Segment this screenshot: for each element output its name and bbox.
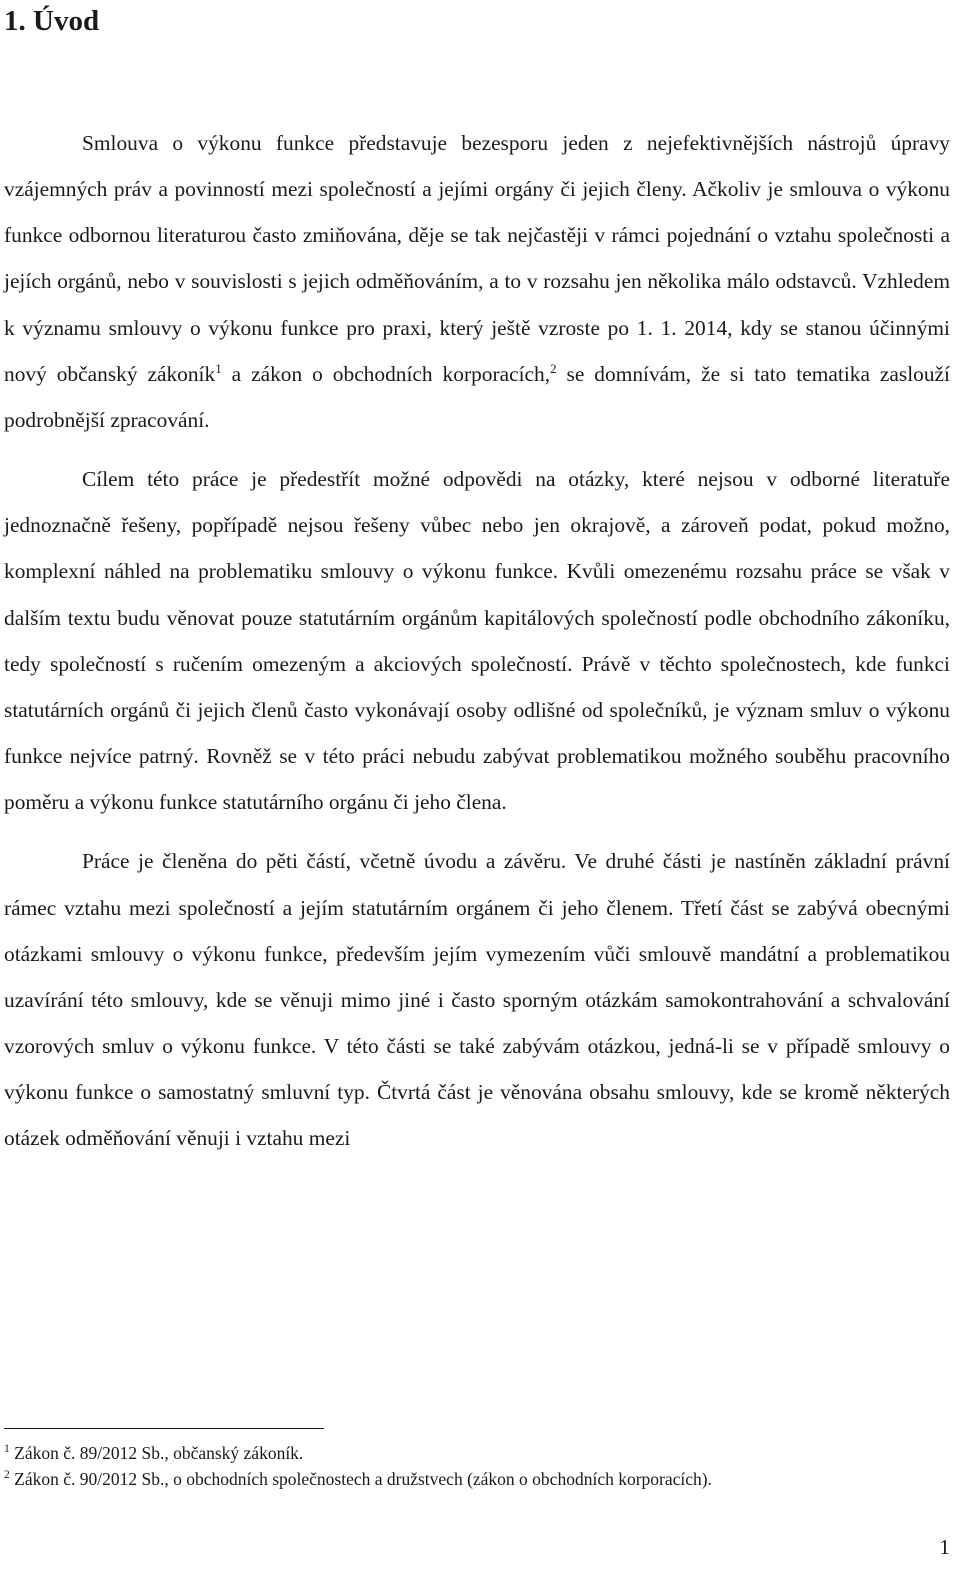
footnote-1 <box>4 1440 950 1466</box>
chapter-heading: 1. Úvod <box>4 5 100 37</box>
page-number: 1 <box>939 1535 950 1559</box>
footnote-1-text: Zákon č. 89/2012 Sb., občanský zákoník. <box>9 1443 304 1463</box>
footnote-1-mark: 1 <box>4 1443 10 1456</box>
footnote-ref-1[interactable]: 1 <box>215 360 222 376</box>
footnote-ref-2[interactable]: 2 <box>550 360 557 376</box>
footnote-2-text: Zákon č. 90/2012 Sb., o obchodních společnostech a družstvech (zákon o obchodních korporacích). <box>9 1469 712 1489</box>
body-text <box>4 120 950 1161</box>
paragraph-intro-text-a: Smlouva o výkonu funkce představuje bezesporu jeden z nejefektivnějších nástrojů úpravy vzájemných práv a povinností mezi společností a jejími orgány či jejich členy. Ačkoliv je smlouva o výkonu funkce odbornou literaturou často zmiňována, děje se tak nejčastěji v rámci pojednání o vztahu společnosti a jejích orgánů, nebo v souvislosti s jejich odměňováním, a to v rozsahu jen několika málo odstavců. Vzhledem k významu smlouvy o výkonu funkce pro praxi, který ještě vzroste po 1. 1. 2014, kdy se stanou účinnými nový občanský zákoník <box>4 131 950 386</box>
paragraph-intro <box>4 120 950 443</box>
footnotes <box>4 1440 950 1492</box>
footnote-2 <box>4 1466 950 1492</box>
footnote-2-mark: 2 <box>4 1469 10 1482</box>
paragraph-goals: Cílem této práce je předestřít možné odpovědi na otázky, které nejsou v odborné literatuře jednoznačně řešeny, popřípadě nejsou řešeny vůbec nebo jen okrajově, a zároveň podat, pokud možno, komplexní náhled na problematiku smlouvy o výkonu funkce. Kvůli omezenému rozsahu práce se však v dalším textu budu věnovat pouze statutárním orgánům kapitálových společností podle obchodního zákoníku, tedy společností s ručením omezeným a akciových společností. Právě v těchto společnostech, kde funkci statutárních orgánů či jejich členů často vykonávají osoby odlišné od společníků, je význam smluv o výkonu funkce nejvíce patrný. Rovněž se v této práci nebudu zabývat problematikou možného souběhu pracovního poměru a výkonu funkce statutárního orgánu či jeho člena. <box>4 467 950 815</box>
paragraph-intro-text-c: se domnívám, že si tato tematika zaslouží podrobnější zpracování. <box>4 361 950 432</box>
paragraph-intro-text-b: a zákon o obchodních korporacích, <box>221 361 551 386</box>
footnote-separator <box>4 1428 324 1429</box>
paragraph-structure: Práce je členěna do pěti částí, včetně úvodu a závěru. Ve druhé části je nastíněn základní právní rámec vztahu mezi společností a jejím statutárním orgánem či jeho členem. Třetí část se zabývá obecnými otázkami smlouvy o výkonu funkce, především jejím vymezením vůči smlouvě mandátní a problematikou uzavírání této smlouvy, kde se věnuji mimo jiné i často sporným otázkám samokontrahování a schvalování vzorových smluv o výkonu funkce. V této části se také zabývám otázkou, jedná-li se v případě smlouvy o výkonu funkce o samostatný smluvní typ. Čtvrtá část je věnována obsahu smlouvy, kde se kromě některých otázek odměňování věnuji i vztahu mezi <box>4 849 950 1151</box>
